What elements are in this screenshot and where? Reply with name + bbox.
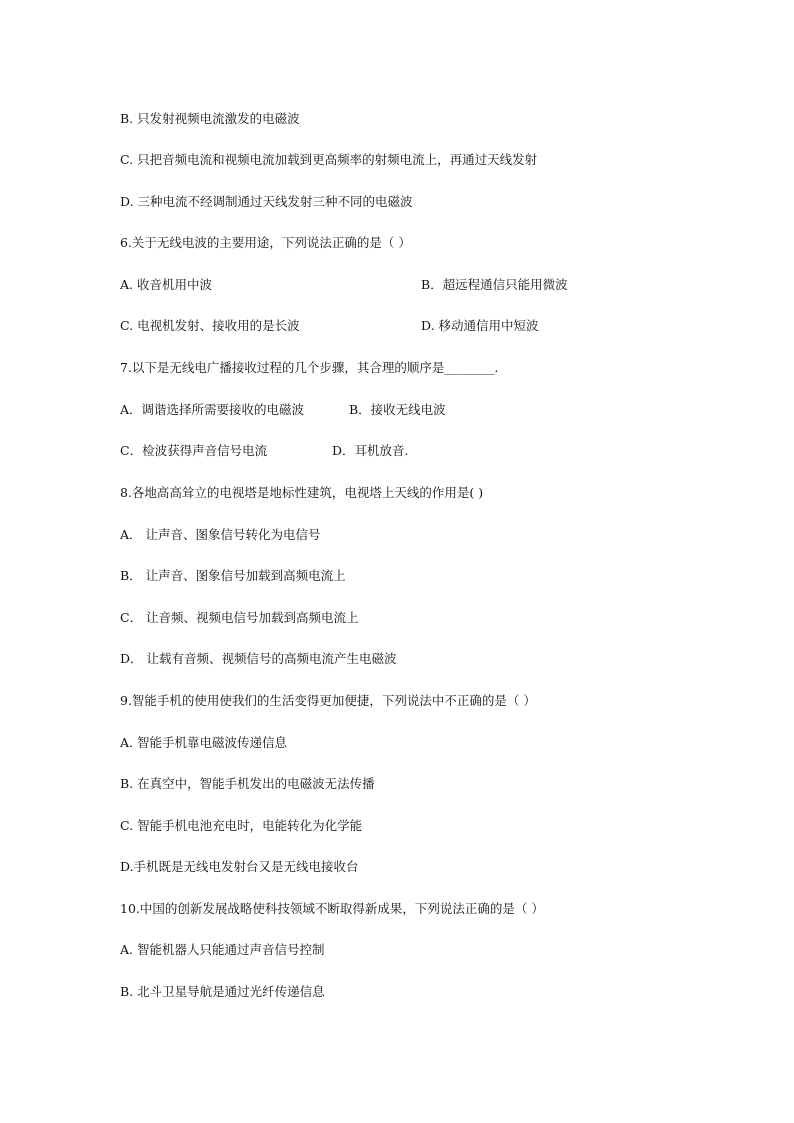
q9-stem: 9.智能手机的使用使我们的生活变得更加便捷，下列说法中不正确的是（ ） <box>120 693 536 708</box>
q7-option-d: D．耳机放音. <box>332 443 409 458</box>
q8-option-d: D． 让载有音频、视频信号的高频电流产生电磁波 <box>120 651 397 666</box>
q10-option-a: A. 智能机器人只能通过声音信号控制 <box>120 942 325 957</box>
q6-option-b: B．超远程通信只能用微波 <box>421 277 568 292</box>
q10-stem: 10.中国的创新发展战略使科技领域不断取得新成果，下列说法正确的是（ ） <box>120 901 544 916</box>
q9-option-a: A. 智能手机靠电磁波传递信息 <box>120 735 287 750</box>
q8-option-a: A． 让声音、图象信号转化为电信号 <box>120 527 321 542</box>
q5-option-c: C. 只把音频电流和视频电流加载到更高频率的射频电流上，再通过天线发射 <box>120 152 538 167</box>
q5-option-b: B. 只发射视频电流激发的电磁波 <box>120 111 300 126</box>
q6-option-c: C. 电视机发射、接收用的是长波 <box>120 318 300 333</box>
q7-option-b: B．接收无线电波 <box>349 402 446 417</box>
q9-option-c: C. 智能手机电池充电时，电能转化为化学能 <box>120 818 363 833</box>
q7-option-c: C．检波获得声音信号电流 <box>120 443 268 458</box>
q5-option-d: D. 三种电流不经调制通过天线发射三种不同的电磁波 <box>120 194 413 209</box>
q7-option-a: A．调谐选择所需要接收的电磁波 <box>120 402 305 417</box>
q9-option-d: D.手机既是无线电发射台又是无线电接收台 <box>120 859 359 874</box>
q6-option-d: D. 移动通信用中短波 <box>421 318 539 333</box>
q6-option-a: A. 收音机用中波 <box>120 277 212 292</box>
q6-stem: 6.关于无线电波的主要用途，下列说法正确的是（ ） <box>120 235 411 250</box>
q8-option-b: B． 让声音、图象信号加载到高频电流上 <box>120 568 346 583</box>
q9-option-b: B. 在真空中，智能手机发出的电磁波无法传播 <box>120 776 375 791</box>
q7-stem: 7.以下是无线电广播接收过程的几个步骤，其合理的顺序是________. <box>120 360 499 375</box>
q10-option-b: B. 北斗卫星导航是通过光纤传递信息 <box>120 984 325 999</box>
q8-stem: 8.各地高高耸立的电视塔是地标性建筑，电视塔上天线的作用是( ) <box>120 485 484 500</box>
q8-option-c: C． 让音频、视频电信号加载到高频电流上 <box>120 610 359 625</box>
